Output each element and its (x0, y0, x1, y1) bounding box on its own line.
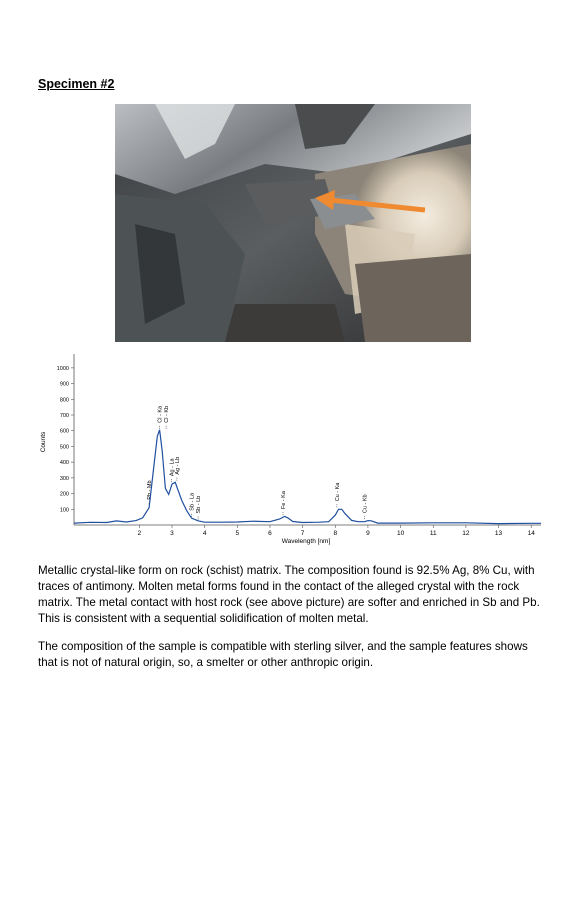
y-tick-label: 900 (59, 381, 69, 388)
x-tick-label: 10 (396, 530, 405, 537)
x-tick-label: 7 (300, 530, 305, 537)
x-axis-label: Wavelength [nm] (281, 538, 331, 545)
y-tick-label: 500 (59, 444, 69, 451)
peak-label: Cl - Kb (164, 405, 171, 423)
y-tick-label: 600 (59, 428, 69, 435)
peak-label: Pb - Mb (147, 480, 154, 500)
x-tick-label: 8 (333, 530, 338, 537)
spectrum-svg (36, 350, 546, 550)
x-tick-label: 4 (202, 530, 207, 537)
y-tick-label: 1000 (56, 365, 69, 372)
y-tick-label: 400 (59, 460, 69, 467)
specimen-heading: Specimen #2 (38, 77, 115, 91)
x-tick-label: 12 (462, 530, 470, 537)
peak-label: Sb - La (189, 492, 196, 511)
x-tick-label: 6 (268, 530, 272, 537)
peak-label: Cu - Kb (362, 494, 369, 514)
orange-arrow-icon (115, 104, 471, 342)
x-tick-label: 5 (235, 530, 240, 537)
x-tick-label: 2 (137, 530, 142, 537)
spectrum-line (74, 430, 541, 524)
y-tick-label: 300 (59, 475, 69, 482)
y-tick-label: 700 (59, 413, 69, 419)
peak-label: Ag - Lb (174, 456, 181, 475)
spectrum-chart (36, 350, 546, 550)
x-tick-label: 11 (429, 530, 437, 537)
y-tick-label: 800 (59, 397, 69, 404)
x-tick-label: 9 (366, 530, 370, 537)
x-tick-label: 13 (494, 530, 503, 537)
peak-label: Cu - Ka (334, 482, 341, 502)
specimen-photo (115, 104, 471, 342)
peak-label: Sb - Lb (196, 495, 203, 514)
y-axis-label: Counts (40, 431, 47, 453)
peak-label: Ag - La (169, 458, 176, 477)
description-paragraph: Metallic crystal-like form on rock (schist) matrix. The composition found is 92.5% Ag, 8% Cu, with traces of antimony. Molten metal forms found in the contact of the alleged crystal with the rock matrix. The metal contact with host rock (see above picture) are softer and enriched in Sb and Pb. This is consistent with a sequential solidification of molten metal. (38, 564, 540, 625)
x-tick-label: 3 (170, 530, 174, 537)
peak-label: Cl - Ka (157, 405, 164, 423)
conclusion-paragraph: The composition of the sample is compatible with sterling silver, and the sample features shows that is not of natural origin, so, a smelter or other anthropic origin. (38, 640, 528, 669)
x-tick-label: 14 (527, 530, 535, 537)
y-tick-label: 200 (59, 491, 69, 498)
peak-label: Fe - Ka (281, 491, 288, 510)
y-tick-label: 100 (59, 507, 69, 514)
